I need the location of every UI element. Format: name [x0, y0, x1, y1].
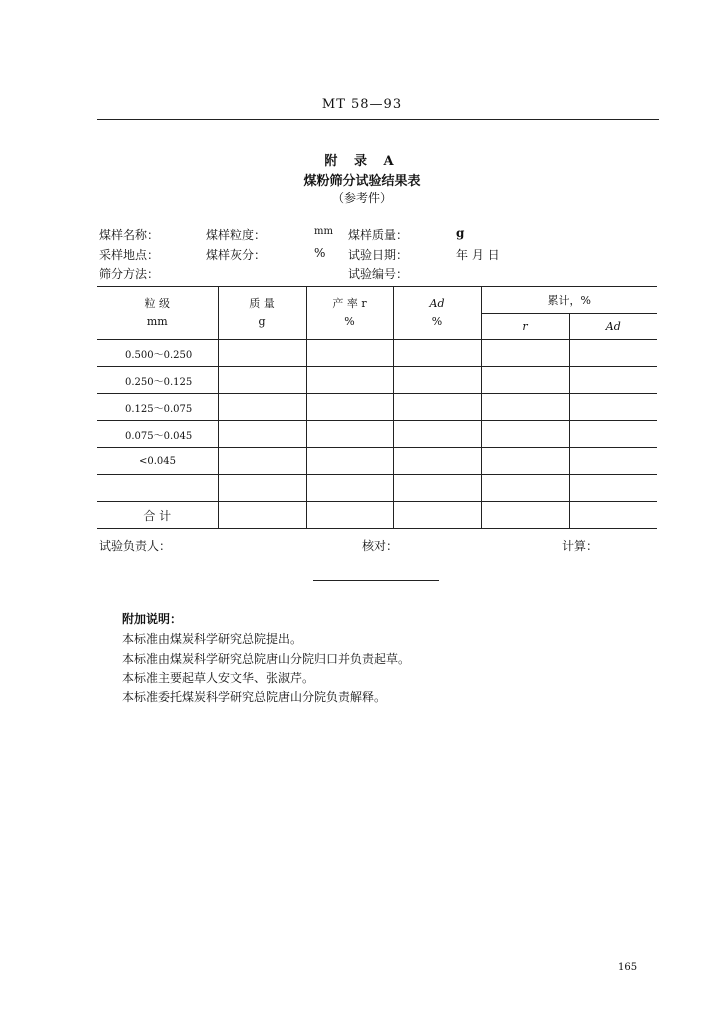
appendix-label: 附 录 A [324, 154, 400, 169]
cum-ad-cell [569, 475, 657, 502]
cum-r-cell [481, 394, 569, 421]
header-rule [97, 119, 659, 120]
header-mass-unit: g [258, 315, 266, 328]
mass-cell [218, 448, 306, 475]
ash-cell [393, 394, 481, 421]
sieve-method-label: 筛分方法： [99, 267, 160, 281]
date-units: 年 月 日 [456, 248, 500, 262]
checker-label: 核对： [362, 539, 399, 553]
header-yield-unit: % [344, 315, 355, 328]
header-grade-label: 粒 级 [144, 297, 170, 310]
grade-cell: 0.500～0.250 [97, 340, 218, 367]
document-code: MT 58—93 [321, 97, 403, 112]
header-cum-ad-symbol: Ad [605, 320, 621, 333]
table-row [97, 475, 657, 502]
cum-r-cell [481, 421, 569, 448]
cum-r-cell [481, 502, 569, 529]
grade-cell: 0.125～0.075 [97, 394, 218, 421]
sample-size-unit: mm [314, 226, 333, 237]
mass-cell [218, 340, 306, 367]
header-cum-ad [569, 314, 657, 340]
header-ash-label [394, 295, 481, 313]
mass-cell [218, 475, 306, 502]
mass-cell [218, 502, 306, 529]
ash-cell [393, 502, 481, 529]
cum-r-cell [481, 475, 569, 502]
header-cum-r [481, 314, 569, 340]
table-row [97, 394, 657, 421]
sample-ash-unit: % [314, 246, 326, 260]
notes-heading: 附加说明： [122, 612, 183, 626]
grade-cell: 0.075～0.045 [97, 421, 218, 448]
yield-cell [306, 340, 393, 367]
yield-cell [306, 394, 393, 421]
header-ash-symbol: Ad [429, 297, 445, 310]
total-row [97, 502, 657, 529]
end-rule [313, 580, 439, 581]
yield-cell [306, 475, 393, 502]
mass-cell [218, 367, 306, 394]
appendix-title: 煤粉筛分试验结果表 [303, 174, 421, 189]
appendix-subtitle: （参考件） [331, 191, 392, 205]
header-grade-unit: mm [146, 315, 168, 328]
cum-ad-cell [569, 367, 657, 394]
header-mass-label: 质 量 [249, 297, 275, 310]
mass-cell [218, 421, 306, 448]
header-ash [393, 287, 481, 340]
cum-ad-cell [569, 394, 657, 421]
yield-cell [306, 367, 393, 394]
note-line: 本标准主要起草人安文华、张淑芹。 [122, 671, 315, 685]
tester-label: 试验负责人： [99, 539, 172, 553]
grade-cell: <0.045 [97, 448, 218, 475]
note-line: 本标准由煤炭科学研究总院唐山分院归口并负责起草。 [122, 652, 411, 666]
ash-cell [393, 421, 481, 448]
yield-cell [306, 448, 393, 475]
yield-cell [306, 421, 393, 448]
test-date-label: 试验日期： [348, 248, 409, 262]
page-number: 165 [618, 962, 638, 973]
ash-cell [393, 367, 481, 394]
sieve-results-table [97, 286, 657, 529]
cum-ad-cell [569, 340, 657, 367]
mass-cell [218, 394, 306, 421]
table-row [97, 448, 657, 475]
ash-cell [393, 340, 481, 367]
header-yield [306, 287, 393, 340]
header-yield-label: 产 率 r [332, 297, 367, 310]
header-grade [97, 287, 218, 340]
cum-ad-cell [569, 421, 657, 448]
test-number-label: 试验编号： [348, 267, 409, 281]
total-label: 合 计 [97, 502, 218, 529]
table-row [97, 421, 657, 448]
grade-cell: 0.250～0.125 [97, 367, 218, 394]
note-line: 本标准由煤炭科学研究总院提出。 [122, 632, 303, 646]
sample-mass-label: 煤样质量： [348, 228, 409, 242]
ash-cell [393, 475, 481, 502]
header-ash-unit: % [431, 315, 443, 328]
sample-location-label: 采样地点： [99, 248, 160, 262]
table-row [97, 340, 657, 367]
header-cumulative: 累计，% [481, 287, 657, 314]
grade-cell [97, 475, 218, 502]
yield-cell [306, 502, 393, 529]
cum-r-cell [481, 367, 569, 394]
header-cum-r-symbol: r [522, 320, 528, 333]
calculator-label: 计算： [562, 539, 599, 553]
cum-ad-cell [569, 502, 657, 529]
table-row [97, 367, 657, 394]
cum-ad-cell [569, 448, 657, 475]
cum-r-cell [481, 340, 569, 367]
sample-mass-unit: g [456, 226, 465, 240]
note-line: 本标准委托煤炭科学研究总院唐山分院负责解释。 [122, 690, 387, 704]
ash-cell [393, 448, 481, 475]
sample-name-label: 煤样名称： [99, 228, 160, 242]
sample-ash-label: 煤样灰分： [206, 248, 267, 262]
header-mass [218, 287, 306, 340]
sample-size-label: 煤样粒度： [206, 228, 267, 242]
cum-r-cell [481, 448, 569, 475]
